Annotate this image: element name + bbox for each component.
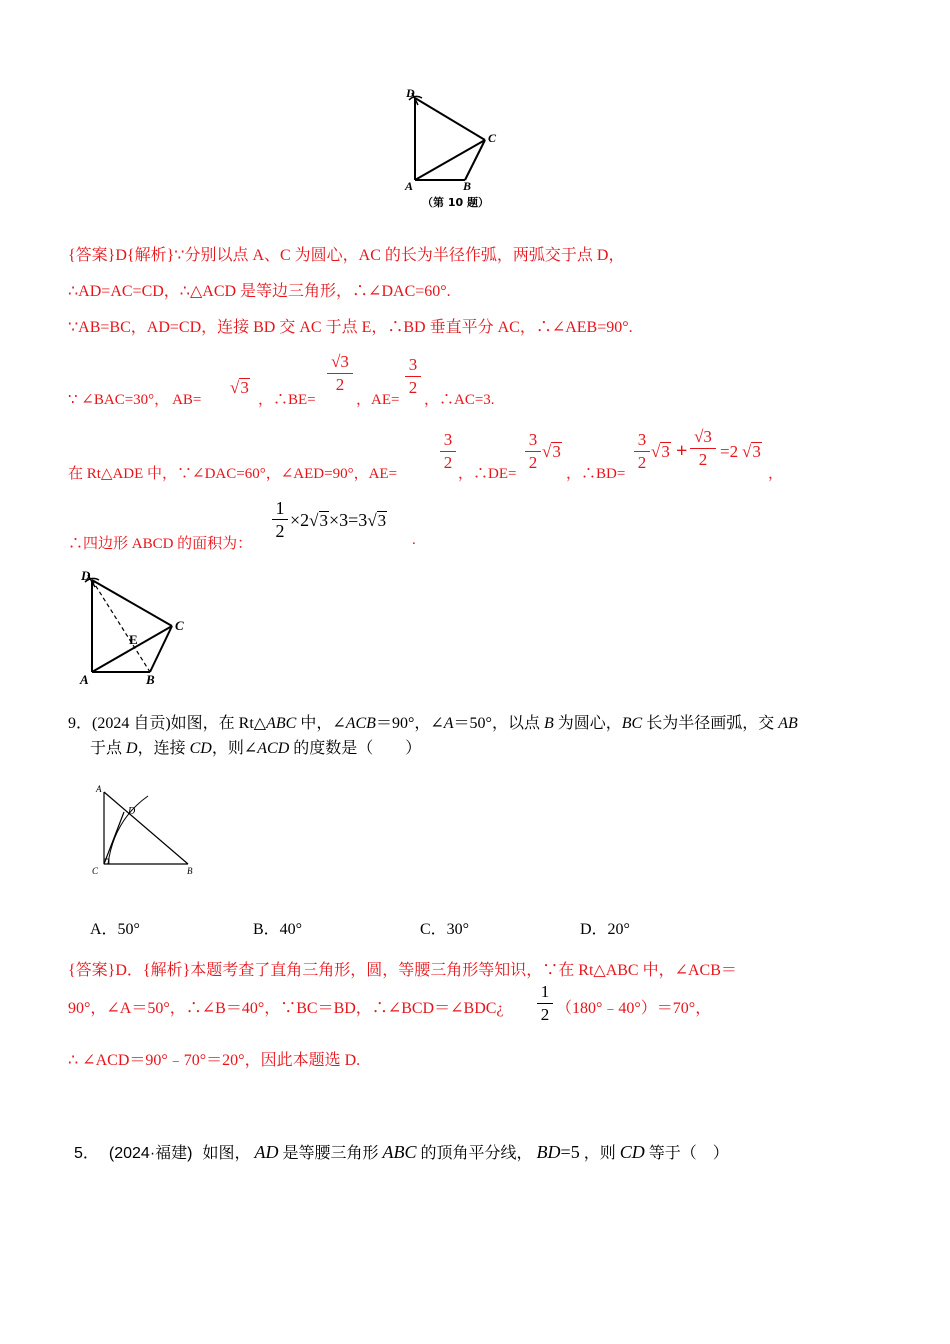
question5-text3: 的顶角平分线， — [420, 1145, 533, 1162]
answer9-line2-text1: 90°，∠A＝50°，∴∠B＝40°，∵BC＝BD，∴∠BCD＝∠BDC¿ — [68, 1000, 504, 1017]
figure-9 — [88, 780, 208, 880]
answer10-line5-text1: 在 Rt△ADE 中，∵∠DAC=60°，∠AED=90°，AE= — [68, 466, 398, 482]
answer10-line6-end: . — [412, 532, 416, 548]
figure-9-diagram — [88, 780, 208, 880]
question9-option-b[interactable]: B．40° — [253, 921, 303, 938]
figure-10b — [74, 566, 194, 690]
answer10-ae-num: 3 — [408, 355, 418, 374]
answer10-area-fraction: 1 2 — [272, 498, 288, 541]
answer10-line4-text4: ，∴AC=3. — [424, 392, 495, 408]
answer10-line4-text3: ，AE= — [356, 392, 400, 408]
figure-10-label-b: B — [463, 179, 472, 193]
question5-math-bd: BD=5 — [536, 1142, 580, 1162]
answer9-line1: {答案}D．{解析}本题考查了直角三角形，圆，等腰三角形等知识，∵在 Rt△ABC 中，∠ACB＝ — [68, 962, 737, 979]
question9-option-d[interactable]: D．20° — [580, 921, 630, 938]
figure-10-diagram — [400, 84, 510, 194]
answer10-line6-text1: ∴四边形 ABCD 的面积为： — [68, 536, 253, 552]
answer10-line5-text2: ，∴DE= — [458, 466, 517, 482]
figure-10-caption: （第 10 题） — [422, 196, 489, 209]
answer10-line4-text1: ∵ ∠BAC=30°， AB= — [68, 392, 202, 408]
answer9-fraction: 1 2 — [537, 982, 553, 1025]
question5-text5: 等于（ ） — [648, 1145, 729, 1162]
answer9-line2-text2: （180°﹣40°）＝70°， — [556, 1000, 712, 1017]
answer10-line4-text2: ，∴BE= — [258, 392, 316, 408]
answer10-line5-text3: ，∴BD= — [566, 466, 626, 482]
figure-9-label-a: A — [96, 784, 102, 794]
figure-10-label-c: C — [488, 131, 497, 145]
figure-10b-label-d: D — [81, 568, 91, 583]
answer10-line4-sqrt-ab: √3 — [230, 378, 249, 397]
figure-10b-label-b: B — [146, 672, 155, 687]
question5-math-cd: CD — [619, 1142, 645, 1162]
question9-line1: 9．(2024 自贡)如图，在 Rt△ABC 中，∠ACB＝90°，∠A＝50°，以点 B 为圆心，BC 长为半径画弧，交 AB — [68, 715, 798, 732]
question5-number: 5． — [74, 1145, 99, 1162]
question9-line2: 于点 D，连接 CD，则∠ACD 的度数是（ ） — [90, 740, 422, 757]
answer10-line5-ae-fraction: 3 2 — [440, 430, 456, 473]
answer10-ae-den: 2 — [408, 378, 418, 397]
figure-10-label-a: A — [405, 179, 414, 193]
answer10-be-fraction — [327, 352, 353, 395]
figure-10-label-d: D — [406, 86, 415, 100]
figure-9-label-c: C — [92, 866, 99, 876]
answer10-bd-sqrt1: √3 — [651, 442, 670, 461]
question5 — [74, 1140, 729, 1163]
question5-text1: 如图， — [202, 1145, 251, 1162]
answer10-bd-fraction1: 3 2 — [634, 430, 650, 473]
question5-math-ad: AD — [254, 1142, 279, 1162]
answer10-line5-text4: ， — [768, 466, 784, 482]
figure-10b-label-a: A — [80, 672, 89, 687]
question9-option-a[interactable]: A．50° — [90, 921, 140, 938]
figure-10b-label-e: E — [129, 632, 138, 647]
question5-math-abc: ABC — [382, 1142, 417, 1162]
question5-source: (2024·福建) — [108, 1145, 193, 1162]
answer10-line3: ∵AB=BC，AD=CD，连接 BD 交 AC 于点 E，∴BD 垂直平分 AC，∴∠AEB=90°. — [68, 319, 633, 336]
answer10-bd-plus: + — [676, 440, 688, 462]
answer10-ae-fraction — [405, 355, 421, 398]
question5-text4: ，则 — [583, 1145, 616, 1162]
figure-10 — [400, 84, 510, 214]
answer10-bd-fraction2: √3 2 — [690, 427, 716, 470]
answer10-bd-equals: =2 — [720, 442, 739, 461]
answer10-be-num: √3 — [331, 352, 349, 371]
figure-9-label-b: B — [187, 866, 193, 876]
answer10-be-den: 2 — [335, 375, 345, 394]
answer10-de-fraction: 3 2 — [525, 430, 541, 473]
figure-9-label-d: D — [128, 806, 136, 817]
answer10-line1: {答案}D{解析}∵分别以点 A、C 为圆心，AC 的长为半径作弧，两弧交于点 D， — [68, 247, 625, 264]
answer10-area-expr: ×2√3×3=3√3 — [290, 510, 387, 530]
answer10-line2: ∴AD=AC=CD，∴△ACD 是等边三角形，∴∠DAC=60°. — [68, 283, 451, 300]
answer10-de-sqrt: √3 — [542, 442, 561, 461]
figure-10b-label-c: C — [175, 618, 184, 633]
question5-text2: 是等腰三角形 — [282, 1145, 379, 1162]
question9-option-c[interactable]: C．30° — [420, 921, 470, 938]
figure-10b-diagram — [74, 566, 194, 690]
answer9-line3: ∴ ∠ACD＝90°﹣70°＝20°，因此本题选 D. — [68, 1052, 361, 1069]
answer10-bd-sqrt3: √3 — [742, 442, 761, 461]
